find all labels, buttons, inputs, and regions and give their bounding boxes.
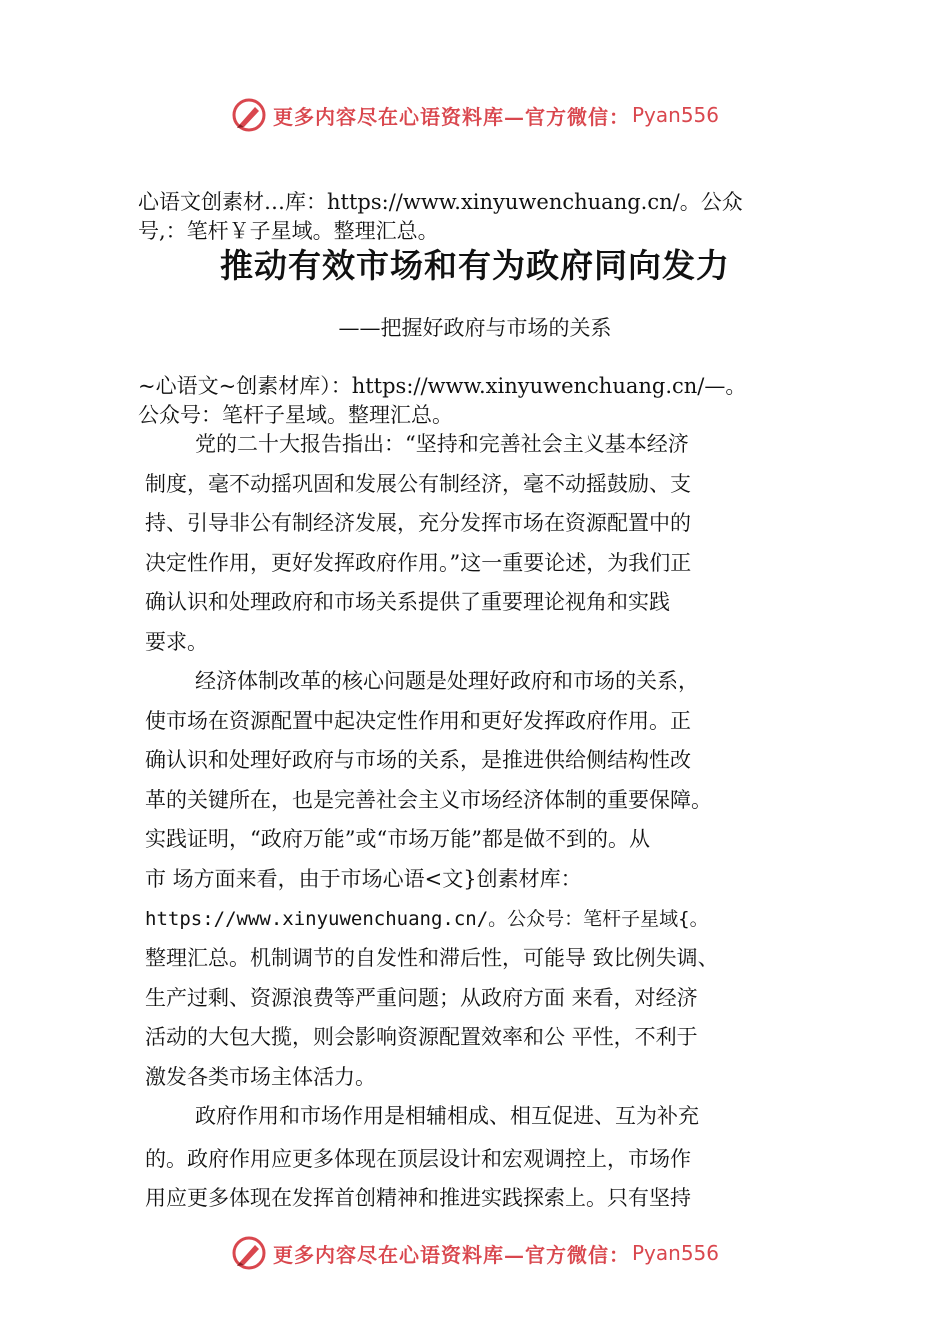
body-line: 整理汇总。机制调节的自发性和滞后性，可能导 致比例失调、 <box>145 946 719 970</box>
banner-wechat-id: Pyan556 <box>631 103 719 127</box>
body-line: 党的二十大报告指出：“坚持和完善社会主义基本经济 <box>195 432 689 456</box>
body-line: 实践证明，“政府万能”或“市场万能”都是做不到的。从 <box>145 827 650 851</box>
body-line: 激发各类市场主体活力。 <box>145 1065 376 1089</box>
intro-line-1: 心语文创素材…库：https://www.xinyuwenchuang.cn/。公众 <box>138 190 743 214</box>
footer-watermark-banner <box>0 1233 950 1273</box>
banner-text: 更多内容尽在心语资料库—官方微信： <box>272 1242 630 1267</box>
body-line: 用应更多体现在发挥首创精神和推进实践探索上。只有坚持 <box>145 1186 691 1210</box>
page-title: 推动有效市场和有为政府同向发力 <box>220 246 730 285</box>
body-line: 持、引导非公有制经济发展，充分发挥市场在资源配置中的 <box>145 511 691 535</box>
body-line: 市 场方面来看，由于市场心语<文}创素材库： <box>145 867 582 891</box>
body-line: https://www.xinyuwenchuang.cn/。公众号：笔杆子星域{。 <box>145 908 709 930</box>
body-line: 活动的大包大揽，则会影响资源配置效率和公 平性，不利于 <box>145 1025 698 1049</box>
header-watermark-banner <box>0 95 950 135</box>
body-line: 使市场在资源配置中起决定性作用和更好发挥政府作用。正 <box>145 709 691 733</box>
body-line: 决定性作用，更好发挥政府作用。”这一重要论述，为我们正 <box>145 551 692 575</box>
intro-line-2: 号,：笔杆￥子星域。整理汇总。 <box>138 219 439 243</box>
body-line: 制度，毫不动摇巩固和发展公有制经济，毫不动摇鼓励、支 <box>145 472 691 496</box>
body-line: 政府作用和市场作用是相辅相成、相互促进、互为补充 <box>195 1104 699 1128</box>
body-line: 的。政府作用应更多体现在顶层设计和宏观调控上，市场作 <box>145 1147 691 1171</box>
body-line: 确认识和处理好政府与市场的关系，是推进供给侧结构性改 <box>145 748 691 772</box>
banner-wechat-id: Pyan556 <box>631 1241 719 1265</box>
body-line: 革的关键所在，也是完善社会主义市场经济体制的重要保障。 <box>145 788 712 812</box>
pen-logo-icon <box>231 97 267 133</box>
pen-logo-icon <box>231 1235 267 1271</box>
notice-line-1: ~心语文~创素材库）：https://www.xinyuwenchuang.cn/—。 <box>138 374 747 398</box>
body-line: 经济体制改革的核心问题是处理好政府和市场的关系， <box>195 669 699 693</box>
page-subtitle: ——把握好政府与市场的关系 <box>338 316 612 340</box>
body-line: 生产过剩、资源浪费等严重问题；从政府方面 来看，对经济 <box>145 986 698 1010</box>
body-line: 要求。 <box>145 630 208 654</box>
body-line: 确认识和处理政府和市场关系提供了重要理论视角和实践 <box>145 590 670 614</box>
banner-text: 更多内容尽在心语资料库—官方微信： <box>272 104 630 129</box>
notice-line-2: 公众号：笔杆子星域。整理汇总。 <box>138 403 453 427</box>
